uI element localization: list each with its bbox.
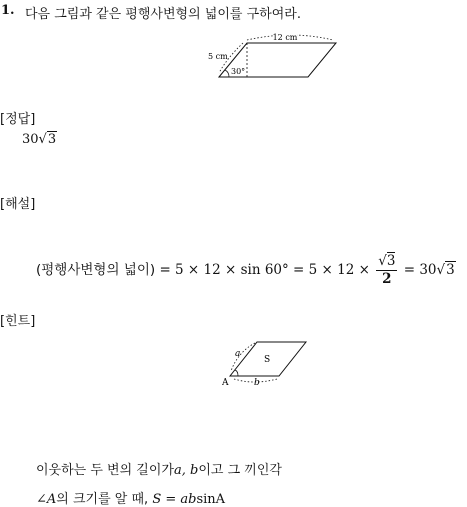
explanation-heading: [해설] (0, 197, 36, 212)
formula-result-radicand: 3 (446, 262, 455, 278)
answer-coef: 30 (22, 132, 39, 147)
hint-line2-sin: sinA (196, 492, 226, 507)
hint-label-A: A (222, 378, 229, 388)
formula-result-sqrt: √3 (436, 262, 455, 278)
parallelogram-figure (205, 30, 340, 82)
hint-heading: [힌트] (0, 314, 36, 329)
hint-line2-part1: 의 크기를 알 때, (56, 492, 149, 507)
fraction-numerator: √3 (378, 253, 396, 269)
hint-label-a: a (235, 349, 241, 359)
question-number: 1. (1, 3, 15, 18)
hint-label-s: S (264, 355, 271, 365)
answer-value (22, 132, 57, 147)
question-text: 다음 그림과 같은 평행사변형의 넓이를 구하여라. (25, 7, 301, 22)
top-side-label: 12 cm (272, 33, 298, 42)
formula-lhs: (평행사변형의 넓이) (36, 262, 156, 278)
fraction-radicand: 3 (386, 253, 396, 269)
hint-line1-var: a, b (173, 463, 199, 478)
angle-label: 30° (231, 67, 246, 76)
hint-line2-angle: ∠A (36, 492, 57, 507)
fraction-denominator: 2 (382, 271, 392, 287)
answer-heading: [정답] (0, 112, 36, 127)
hint-line-2 (36, 488, 225, 507)
formula-expr1: = 5 × 12 × sin 60° = 5 × 12 × (159, 262, 370, 278)
answer-radicand: 3 (47, 132, 57, 147)
hint-line2-formula: S = ab (152, 492, 197, 507)
hint-parallelogram-figure (222, 338, 312, 390)
formula-result-prefix: = 30 (403, 262, 437, 278)
explanation-formula (36, 254, 456, 287)
answer-sqrt: √3 (38, 132, 57, 147)
hint-angle-arc (235, 370, 238, 376)
hint-label-b: b (254, 378, 260, 388)
formula-fraction (376, 254, 397, 287)
hint-line-1 (36, 459, 282, 478)
left-side-label: 5 cm (208, 52, 228, 61)
hint-line1-part2: 이고 그 끼인각 (198, 463, 282, 478)
angle-arc (225, 70, 229, 77)
hint-line1-part1: 이웃하는 두 변의 길이가 (36, 463, 174, 478)
